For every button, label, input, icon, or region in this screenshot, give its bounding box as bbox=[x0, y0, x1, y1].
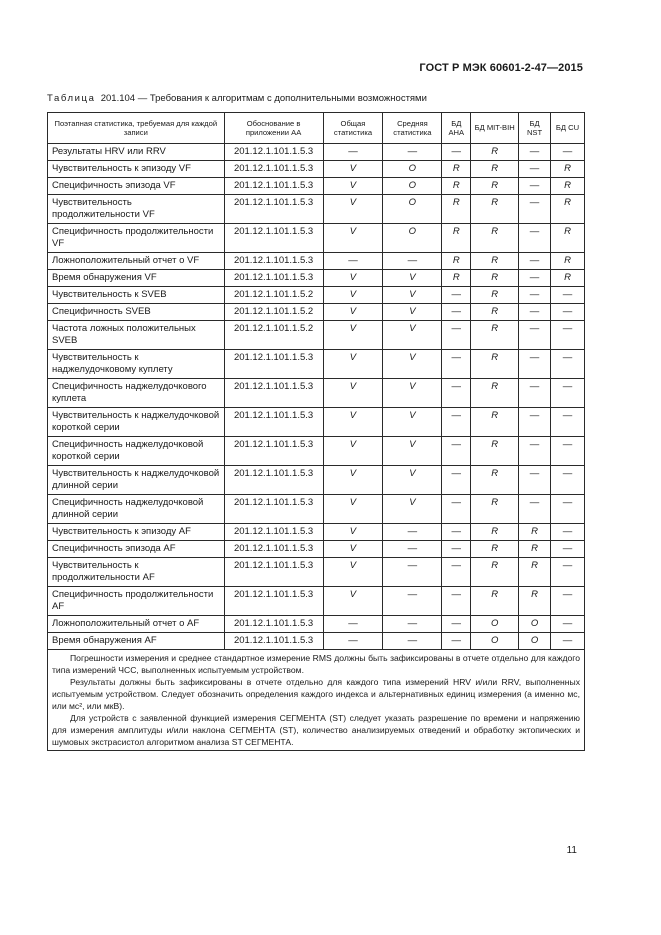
row-basis-reference: 201.12.1.101.1.5.3 bbox=[224, 379, 323, 408]
row-basis-reference: 201.12.1.101.1.5.3 bbox=[224, 616, 323, 633]
table-row bbox=[48, 541, 585, 558]
row-value-cell: O bbox=[383, 178, 442, 195]
row-basis-reference: 201.12.1.101.1.5.3 bbox=[224, 178, 323, 195]
row-value-cell: R bbox=[471, 408, 519, 437]
row-value-cell: R bbox=[519, 524, 551, 541]
row-value-cell: — bbox=[519, 144, 551, 161]
table-row bbox=[48, 633, 585, 650]
row-value-cell: R bbox=[471, 178, 519, 195]
row-value-cell: — bbox=[519, 350, 551, 379]
row-value-cell: R bbox=[471, 287, 519, 304]
row-value-cell: — bbox=[519, 379, 551, 408]
row-basis-reference: 201.12.1.101.1.5.3 bbox=[224, 633, 323, 650]
page-number: 11 bbox=[566, 845, 577, 856]
row-value-cell: — bbox=[442, 633, 471, 650]
row-value-cell: — bbox=[519, 287, 551, 304]
row-value-cell: O bbox=[519, 616, 551, 633]
row-basis-reference: 201.12.1.101.1.5.2 bbox=[224, 304, 323, 321]
row-value-cell: V bbox=[323, 224, 383, 253]
row-value-cell: — bbox=[519, 178, 551, 195]
row-value-cell: — bbox=[519, 495, 551, 524]
note-paragraph: Результаты должны быть зафиксированы в отчете отдельно для каждого типа измерений HRV и/или RRV, выполненных испытуемым устройством. Следует обозначить определения каждого индекса и альтернативных единиц измерения (а именно мс, или мс², или мкВ). bbox=[52, 677, 580, 711]
table-row bbox=[48, 195, 585, 224]
row-statistic-name: Специфичность продолжительности AF bbox=[48, 587, 225, 616]
row-value-cell: R bbox=[471, 587, 519, 616]
table-body bbox=[48, 144, 585, 650]
row-value-cell: R bbox=[471, 379, 519, 408]
row-value-cell: R bbox=[471, 270, 519, 287]
row-value-cell: R bbox=[551, 161, 585, 178]
row-value-cell: — bbox=[519, 253, 551, 270]
row-value-cell: — bbox=[442, 587, 471, 616]
row-value-cell: R bbox=[471, 558, 519, 587]
table-row bbox=[48, 350, 585, 379]
row-value-cell: R bbox=[519, 541, 551, 558]
row-value-cell: — bbox=[383, 587, 442, 616]
table-row bbox=[48, 466, 585, 495]
row-value-cell: R bbox=[471, 466, 519, 495]
row-statistic-name: Результаты HRV или RRV bbox=[48, 144, 225, 161]
row-value-cell: — bbox=[442, 524, 471, 541]
row-value-cell: V bbox=[323, 287, 383, 304]
row-value-cell: V bbox=[323, 541, 383, 558]
row-value-cell: R bbox=[471, 195, 519, 224]
row-basis-reference: 201.12.1.101.1.5.2 bbox=[224, 321, 323, 350]
row-value-cell: — bbox=[519, 224, 551, 253]
row-statistic-name: Специфичность SVEB bbox=[48, 304, 225, 321]
row-value-cell: — bbox=[551, 350, 585, 379]
row-basis-reference: 201.12.1.101.1.5.3 bbox=[224, 161, 323, 178]
row-basis-reference: 201.12.1.101.1.5.3 bbox=[224, 270, 323, 287]
caption-number: 201.104 bbox=[100, 93, 136, 104]
row-value-cell: V bbox=[383, 379, 442, 408]
row-value-cell: — bbox=[442, 495, 471, 524]
row-statistic-name: Специфичность наджелудочковой короткой серии bbox=[48, 437, 225, 466]
row-value-cell: — bbox=[551, 437, 585, 466]
row-basis-reference: 201.12.1.101.1.5.3 bbox=[224, 495, 323, 524]
row-statistic-name: Специфичность продолжительности VF bbox=[48, 224, 225, 253]
row-value-cell: V bbox=[323, 379, 383, 408]
row-basis-reference: 201.12.1.101.1.5.3 bbox=[224, 224, 323, 253]
row-value-cell: R bbox=[471, 321, 519, 350]
row-value-cell: R bbox=[471, 524, 519, 541]
row-value-cell: — bbox=[551, 379, 585, 408]
row-value-cell: V bbox=[383, 466, 442, 495]
row-value-cell: — bbox=[442, 408, 471, 437]
caption-label: Таблица bbox=[47, 93, 96, 104]
column-header: БД АНА bbox=[442, 113, 471, 144]
row-statistic-name: Чувствительность к эпизоду VF bbox=[48, 161, 225, 178]
row-value-cell: — bbox=[323, 144, 383, 161]
row-value-cell: V bbox=[323, 587, 383, 616]
note-paragraph: Для устройств с заявленной функцией измерения СЕГМЕНТА (ST) следует указать разрешение по времени и напряжению для измерения амплитуды и/или наклона СЕГМЕНТА (ST), количество анализируемых отведений и обработку эктопических и шумовых экстрасистол алгоритмом анализа ST СЕГМЕНТА. bbox=[52, 713, 580, 747]
row-value-cell: — bbox=[551, 587, 585, 616]
table-row bbox=[48, 321, 585, 350]
row-value-cell: — bbox=[442, 321, 471, 350]
notes-row bbox=[48, 650, 585, 751]
column-header: Средняя статистика bbox=[383, 113, 442, 144]
row-value-cell: V bbox=[383, 304, 442, 321]
row-value-cell: — bbox=[442, 437, 471, 466]
row-value-cell: V bbox=[323, 195, 383, 224]
table-row bbox=[48, 253, 585, 270]
row-basis-reference: 201.12.1.101.1.5.3 bbox=[224, 558, 323, 587]
row-value-cell: — bbox=[442, 616, 471, 633]
row-value-cell: — bbox=[323, 253, 383, 270]
row-value-cell: V bbox=[383, 321, 442, 350]
row-value-cell: — bbox=[323, 633, 383, 650]
row-basis-reference: 201.12.1.101.1.5.2 bbox=[224, 287, 323, 304]
row-value-cell: R bbox=[471, 224, 519, 253]
row-value-cell: — bbox=[383, 253, 442, 270]
row-basis-reference: 201.12.1.101.1.5.3 bbox=[224, 253, 323, 270]
row-value-cell: — bbox=[442, 558, 471, 587]
row-value-cell: V bbox=[323, 437, 383, 466]
row-value-cell: V bbox=[383, 270, 442, 287]
row-value-cell: R bbox=[471, 161, 519, 178]
row-statistic-name: Частота ложных положительных SVEB bbox=[48, 321, 225, 350]
row-basis-reference: 201.12.1.101.1.5.3 bbox=[224, 524, 323, 541]
row-value-cell: — bbox=[551, 616, 585, 633]
row-statistic-name: Чувствительность к наджелудочковой короткой серии bbox=[48, 408, 225, 437]
table-row bbox=[48, 224, 585, 253]
caption-title: — Требования к алгоритмам с дополнительными возможностями bbox=[137, 93, 427, 104]
table-caption bbox=[47, 93, 427, 104]
row-value-cell: R bbox=[551, 195, 585, 224]
row-value-cell: — bbox=[442, 144, 471, 161]
row-value-cell: R bbox=[442, 224, 471, 253]
table-row bbox=[48, 495, 585, 524]
row-statistic-name: Чувствительность к продолжительности AF bbox=[48, 558, 225, 587]
requirements-table bbox=[47, 112, 585, 751]
row-value-cell: R bbox=[471, 437, 519, 466]
row-value-cell: O bbox=[383, 224, 442, 253]
row-statistic-name: Чувствительность к наджелудочковой длинной серии bbox=[48, 466, 225, 495]
row-basis-reference: 201.12.1.101.1.5.3 bbox=[224, 541, 323, 558]
row-statistic-name: Специфичность эпизода VF bbox=[48, 178, 225, 195]
row-value-cell: R bbox=[442, 161, 471, 178]
table-row bbox=[48, 161, 585, 178]
row-value-cell: R bbox=[471, 253, 519, 270]
table-row bbox=[48, 178, 585, 195]
row-value-cell: R bbox=[519, 587, 551, 616]
row-value-cell: — bbox=[551, 466, 585, 495]
row-value-cell: — bbox=[323, 616, 383, 633]
column-header: Обоснование в приложении АА bbox=[224, 113, 323, 144]
column-header: Поэтапная статистика, требуемая для каждой записи bbox=[48, 113, 225, 144]
column-header: БД NST bbox=[519, 113, 551, 144]
row-value-cell: — bbox=[551, 524, 585, 541]
row-statistic-name: Чувствительность продолжительности VF bbox=[48, 195, 225, 224]
row-value-cell: V bbox=[323, 350, 383, 379]
row-value-cell: V bbox=[323, 270, 383, 287]
row-value-cell: — bbox=[383, 524, 442, 541]
row-value-cell: V bbox=[323, 161, 383, 178]
row-statistic-name: Чувствительность к эпизоду AF bbox=[48, 524, 225, 541]
row-value-cell: — bbox=[519, 437, 551, 466]
row-value-cell: R bbox=[442, 178, 471, 195]
row-value-cell: — bbox=[383, 558, 442, 587]
row-basis-reference: 201.12.1.101.1.5.3 bbox=[224, 144, 323, 161]
table-header-row bbox=[48, 113, 585, 144]
row-value-cell: R bbox=[471, 144, 519, 161]
row-value-cell: R bbox=[551, 270, 585, 287]
row-value-cell: — bbox=[383, 541, 442, 558]
row-value-cell: R bbox=[442, 253, 471, 270]
row-value-cell: — bbox=[551, 144, 585, 161]
row-value-cell: R bbox=[551, 178, 585, 195]
row-value-cell: — bbox=[442, 466, 471, 495]
row-value-cell: R bbox=[471, 304, 519, 321]
row-value-cell: R bbox=[471, 541, 519, 558]
row-value-cell: — bbox=[519, 408, 551, 437]
document-header: ГОСТ Р МЭК 60601-2-47—2015 bbox=[419, 62, 583, 74]
row-value-cell: V bbox=[383, 495, 442, 524]
row-value-cell: — bbox=[551, 633, 585, 650]
row-value-cell: — bbox=[442, 379, 471, 408]
table-row bbox=[48, 587, 585, 616]
row-value-cell: V bbox=[383, 350, 442, 379]
table-row bbox=[48, 616, 585, 633]
row-value-cell: V bbox=[383, 408, 442, 437]
table-row bbox=[48, 558, 585, 587]
row-value-cell: V bbox=[323, 178, 383, 195]
column-header: БД CU bbox=[551, 113, 585, 144]
row-value-cell: O bbox=[519, 633, 551, 650]
row-basis-reference: 201.12.1.101.1.5.3 bbox=[224, 437, 323, 466]
row-value-cell: V bbox=[323, 495, 383, 524]
row-statistic-name: Ложноположительный отчет о AF bbox=[48, 616, 225, 633]
row-value-cell: V bbox=[323, 466, 383, 495]
row-statistic-name: Время обнаружения VF bbox=[48, 270, 225, 287]
row-value-cell: — bbox=[442, 541, 471, 558]
table-row bbox=[48, 287, 585, 304]
row-value-cell: R bbox=[471, 495, 519, 524]
table-row bbox=[48, 270, 585, 287]
row-value-cell: — bbox=[551, 287, 585, 304]
row-value-cell: — bbox=[551, 541, 585, 558]
row-value-cell: R bbox=[471, 350, 519, 379]
row-value-cell: V bbox=[323, 321, 383, 350]
row-value-cell: — bbox=[519, 270, 551, 287]
row-value-cell: — bbox=[551, 495, 585, 524]
row-value-cell: — bbox=[551, 321, 585, 350]
row-value-cell: — bbox=[383, 144, 442, 161]
table-row bbox=[48, 379, 585, 408]
row-value-cell: R bbox=[442, 270, 471, 287]
row-value-cell: — bbox=[551, 304, 585, 321]
row-value-cell: R bbox=[551, 253, 585, 270]
row-value-cell: O bbox=[383, 195, 442, 224]
row-value-cell: O bbox=[471, 633, 519, 650]
row-value-cell: — bbox=[551, 558, 585, 587]
row-value-cell: — bbox=[442, 350, 471, 379]
row-value-cell: — bbox=[442, 304, 471, 321]
row-statistic-name: Специфичность наджелудочковой длинной серии bbox=[48, 495, 225, 524]
row-value-cell: V bbox=[323, 304, 383, 321]
row-statistic-name: Ложноположительный отчет о VF bbox=[48, 253, 225, 270]
column-header: БД MIT-BIH bbox=[471, 113, 519, 144]
row-value-cell: — bbox=[442, 287, 471, 304]
table-row bbox=[48, 144, 585, 161]
row-value-cell: V bbox=[383, 287, 442, 304]
row-value-cell: — bbox=[519, 161, 551, 178]
table-row bbox=[48, 408, 585, 437]
table-row bbox=[48, 304, 585, 321]
row-value-cell: — bbox=[519, 195, 551, 224]
row-value-cell: R bbox=[442, 195, 471, 224]
row-value-cell: — bbox=[551, 408, 585, 437]
row-value-cell: — bbox=[519, 466, 551, 495]
column-header: Общая статистика bbox=[323, 113, 383, 144]
row-value-cell: R bbox=[551, 224, 585, 253]
row-basis-reference: 201.12.1.101.1.5.3 bbox=[224, 466, 323, 495]
row-statistic-name: Чувствительность к наджелудочковому куплету bbox=[48, 350, 225, 379]
table-row bbox=[48, 437, 585, 466]
row-value-cell: V bbox=[323, 524, 383, 541]
row-statistic-name: Время обнаружения AF bbox=[48, 633, 225, 650]
row-value-cell: V bbox=[383, 437, 442, 466]
row-basis-reference: 201.12.1.101.1.5.3 bbox=[224, 350, 323, 379]
row-value-cell: — bbox=[383, 616, 442, 633]
row-value-cell: — bbox=[383, 633, 442, 650]
row-value-cell: O bbox=[471, 616, 519, 633]
row-basis-reference: 201.12.1.101.1.5.3 bbox=[224, 195, 323, 224]
note-paragraph: Погрешности измерения и среднее стандартное измерение RMS должны быть зафиксированы в отчете отдельно для каждого типа измерений ЧСС, выполненных испытуемым устройством. bbox=[52, 653, 580, 675]
row-value-cell: V bbox=[323, 408, 383, 437]
row-statistic-name: Специфичность наджелудочкового куплета bbox=[48, 379, 225, 408]
row-basis-reference: 201.12.1.101.1.5.3 bbox=[224, 587, 323, 616]
table-row bbox=[48, 524, 585, 541]
row-basis-reference: 201.12.1.101.1.5.3 bbox=[224, 408, 323, 437]
row-value-cell: R bbox=[519, 558, 551, 587]
table-notes bbox=[48, 650, 585, 751]
row-value-cell: — bbox=[519, 304, 551, 321]
row-value-cell: — bbox=[519, 321, 551, 350]
row-statistic-name: Специфичность эпизода AF bbox=[48, 541, 225, 558]
row-statistic-name: Чувствительность к SVEB bbox=[48, 287, 225, 304]
row-value-cell: O bbox=[383, 161, 442, 178]
row-value-cell: V bbox=[323, 558, 383, 587]
